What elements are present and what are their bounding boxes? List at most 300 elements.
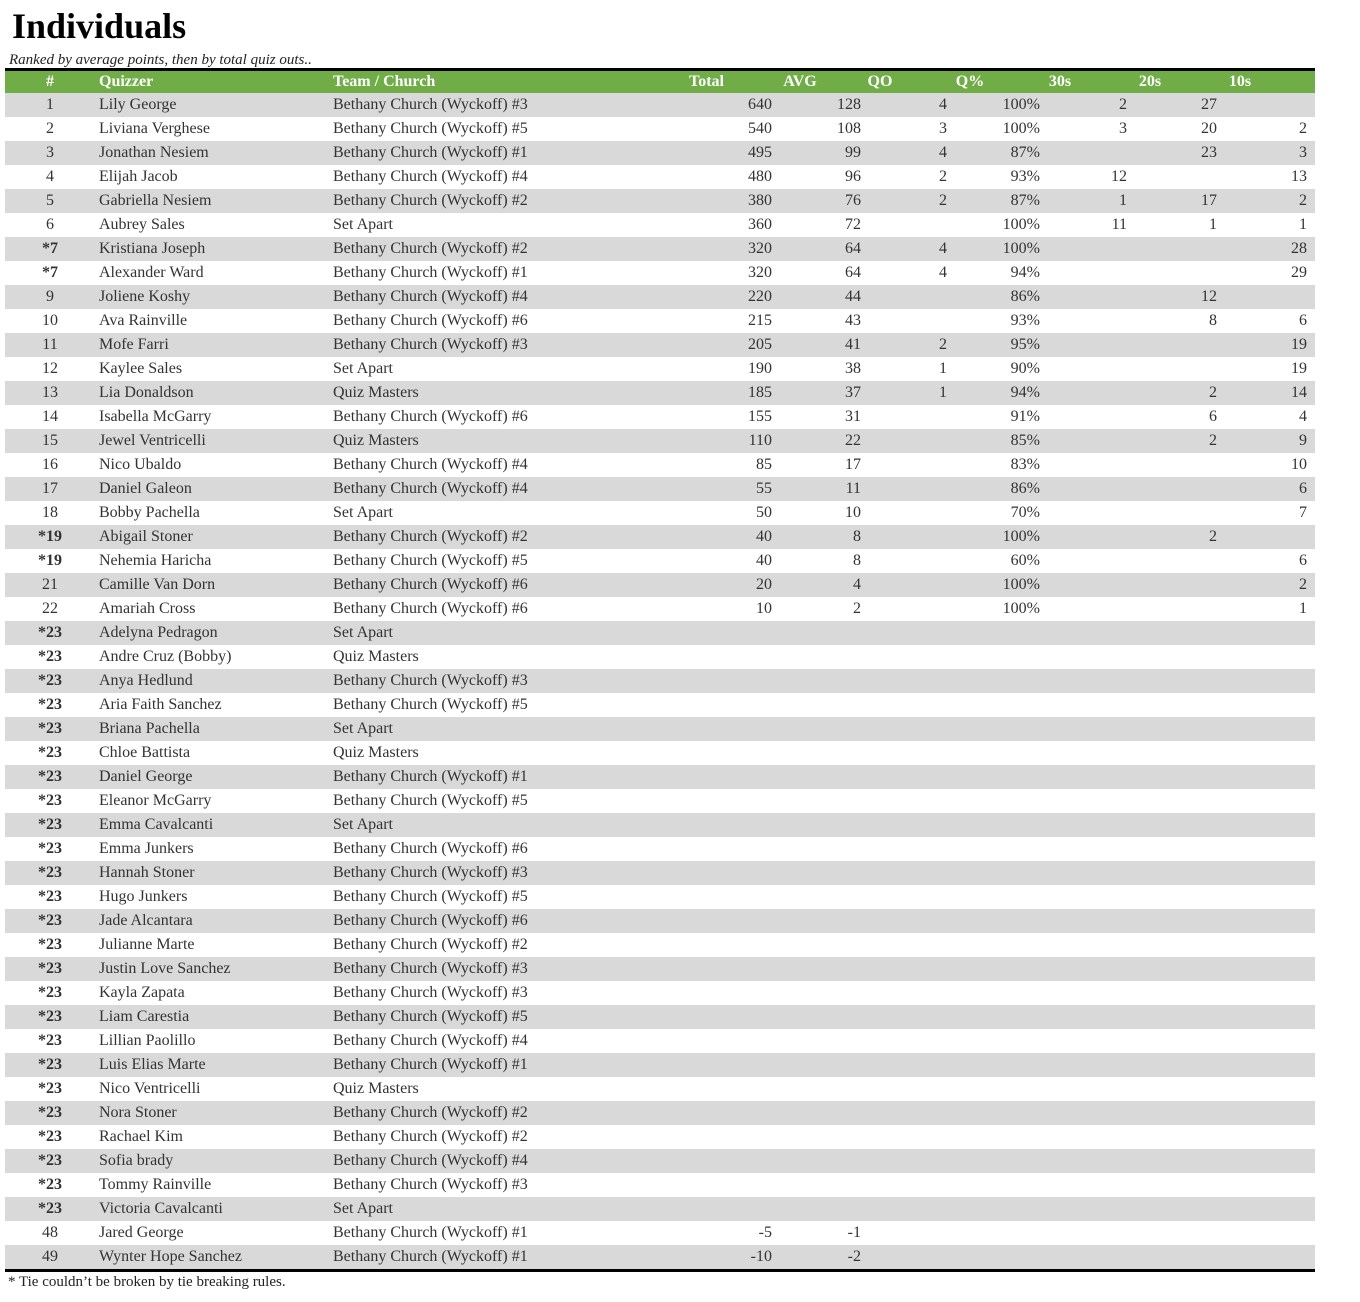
quizzer-name: Justin Love Sanchez	[99, 960, 231, 977]
rank-cell: *23	[38, 624, 62, 641]
header-30s: 30s	[1048, 73, 1072, 90]
quizzer-name: Ava Rainville	[99, 312, 188, 329]
header-qo: QO	[867, 73, 893, 90]
team-name: Quiz Masters	[333, 648, 419, 665]
total-cell: 360	[748, 216, 772, 233]
qo-cell: 3	[939, 120, 947, 137]
rank-cell: *23	[38, 696, 62, 713]
header-total: Total	[689, 73, 724, 90]
quizzer-name: Aubrey Sales	[99, 216, 185, 233]
table-row	[5, 141, 1315, 165]
tens-cell: 6	[1299, 312, 1307, 329]
avg-cell: 108	[837, 120, 861, 137]
team-name: Bethany Church (Wyckoff) #6	[333, 600, 528, 617]
team-name: Bethany Church (Wyckoff) #6	[333, 912, 528, 929]
rank-cell: 21	[42, 576, 58, 593]
avg-cell: 43	[845, 312, 861, 329]
quizzer-name: Emma Junkers	[99, 840, 194, 857]
rank-cell: *23	[38, 1128, 62, 1145]
total-cell: 380	[748, 192, 772, 209]
quizzer-name: Chloe Battista	[99, 744, 191, 761]
table-row	[5, 621, 1315, 645]
rank-cell: 10	[42, 312, 58, 329]
header-quizzer: Quizzer	[99, 73, 154, 90]
qpct-cell: 100%	[1002, 120, 1040, 137]
rank-cell: 16	[42, 456, 58, 473]
team-name: Bethany Church (Wyckoff) #2	[333, 1104, 528, 1121]
total-cell: 215	[748, 312, 772, 329]
table-row	[5, 717, 1315, 741]
rank-cell: 15	[42, 432, 58, 449]
qpct-cell: 90%	[1010, 360, 1040, 377]
tens-cell: 6	[1299, 552, 1307, 569]
qpct-cell: 83%	[1010, 456, 1040, 473]
team-name: Bethany Church (Wyckoff) #6	[333, 576, 528, 593]
table-row	[5, 765, 1315, 789]
qo-cell: 4	[939, 240, 947, 257]
rank-cell: *23	[38, 984, 62, 1001]
table-row	[5, 1125, 1315, 1149]
team-name: Bethany Church (Wyckoff) #2	[333, 528, 528, 545]
table-row	[5, 1221, 1315, 1245]
table-row	[5, 1197, 1315, 1221]
twenties-cell: 6	[1209, 408, 1217, 425]
quizzer-name: Liviana Verghese	[99, 120, 210, 137]
avg-cell: 8	[853, 528, 861, 545]
quizzer-name: Briana Pachella	[99, 720, 200, 737]
team-name: Set Apart	[333, 504, 393, 521]
quizzer-name: Joliene Koshy	[99, 288, 191, 305]
thirties-cell: 1	[1119, 192, 1127, 209]
quizzer-name: Lillian Paolillo	[99, 1032, 196, 1049]
team-name: Bethany Church (Wyckoff) #2	[333, 1128, 528, 1145]
table-row	[5, 837, 1315, 861]
team-name: Bethany Church (Wyckoff) #1	[333, 1224, 528, 1241]
rank-cell: 11	[42, 336, 58, 353]
page-title: Individuals	[12, 6, 187, 46]
avg-cell: 96	[845, 168, 861, 185]
avg-cell: 2	[853, 600, 861, 617]
table-row	[5, 189, 1315, 213]
tens-cell: 7	[1299, 504, 1307, 521]
quizzer-name: Rachael Kim	[99, 1128, 183, 1145]
rank-cell: 14	[42, 408, 58, 425]
total-cell: 10	[756, 600, 772, 617]
rank-cell: 22	[42, 600, 58, 617]
qpct-cell: 91%	[1010, 408, 1040, 425]
header-rank: #	[46, 73, 54, 90]
twenties-cell: 20	[1201, 120, 1217, 137]
team-name: Quiz Masters	[333, 384, 419, 401]
thirties-cell: 3	[1119, 120, 1127, 137]
team-name: Set Apart	[333, 816, 393, 833]
tens-cell: 9	[1299, 432, 1307, 449]
team-name: Bethany Church (Wyckoff) #1	[333, 768, 528, 785]
total-cell: 205	[748, 336, 772, 353]
table-bottom-rule	[5, 1269, 1315, 1272]
qpct-cell: 70%	[1010, 504, 1040, 521]
table-row	[5, 237, 1315, 261]
rank-cell: *23	[38, 1104, 62, 1121]
table-row	[5, 1053, 1315, 1077]
rank-cell: 48	[42, 1224, 58, 1241]
quizzer-name: Eleanor McGarry	[99, 792, 212, 809]
rank-cell: 49	[42, 1248, 58, 1265]
rank-cell: *23	[38, 792, 62, 809]
tens-cell: 2	[1299, 120, 1307, 137]
qpct-cell: 86%	[1010, 480, 1040, 497]
table-row	[5, 573, 1315, 597]
team-name: Bethany Church (Wyckoff) #1	[333, 1248, 528, 1265]
page-subtitle: Ranked by average points, then by total quiz outs..	[9, 52, 312, 68]
rank-cell: *7	[42, 240, 58, 257]
table-row	[5, 645, 1315, 669]
avg-cell: 22	[845, 432, 861, 449]
rank-cell: *19	[38, 528, 62, 545]
rank-cell: *23	[38, 840, 62, 857]
quizzer-name: Amariah Cross	[99, 600, 196, 617]
rank-cell: 9	[46, 288, 54, 305]
table-row	[5, 525, 1315, 549]
quizzer-name: Mofe Farri	[99, 336, 169, 353]
qpct-cell: 100%	[1002, 240, 1040, 257]
twenties-cell: 27	[1201, 96, 1217, 113]
rank-cell: *23	[38, 672, 62, 689]
team-name: Bethany Church (Wyckoff) #1	[333, 1056, 528, 1073]
tens-cell: 2	[1299, 576, 1307, 593]
team-name: Quiz Masters	[333, 1080, 419, 1097]
table-row	[5, 1173, 1315, 1197]
rank-cell: *23	[38, 888, 62, 905]
team-name: Bethany Church (Wyckoff) #1	[333, 144, 528, 161]
quizzer-name: Sofia brady	[99, 1152, 174, 1169]
total-cell: 40	[756, 528, 772, 545]
rank-cell: *23	[38, 1032, 62, 1049]
table-row	[5, 861, 1315, 885]
qpct-cell: 93%	[1010, 312, 1040, 329]
avg-cell: 37	[845, 384, 861, 401]
rank-cell: *23	[38, 912, 62, 929]
rank-cell: 17	[42, 480, 58, 497]
rank-cell: *23	[38, 768, 62, 785]
table-row	[5, 477, 1315, 501]
quizzer-name: Nehemia Haricha	[99, 552, 212, 569]
qpct-cell: 100%	[1002, 600, 1040, 617]
quizzer-name: Camille Van Dorn	[99, 576, 216, 593]
rank-cell: *23	[38, 1152, 62, 1169]
rank-cell: *23	[38, 936, 62, 953]
table-row	[5, 213, 1315, 237]
rank-cell: *23	[38, 960, 62, 977]
team-name: Bethany Church (Wyckoff) #4	[333, 1032, 528, 1049]
qpct-cell: 94%	[1010, 384, 1040, 401]
rank-cell: *23	[38, 1176, 62, 1193]
rank-cell: *23	[38, 1200, 62, 1217]
table-row	[5, 261, 1315, 285]
total-cell: 220	[748, 288, 772, 305]
team-name: Bethany Church (Wyckoff) #2	[333, 240, 528, 257]
tens-cell: 29	[1291, 264, 1307, 281]
rank-cell: *23	[38, 864, 62, 881]
table-row	[5, 789, 1315, 813]
team-name: Set Apart	[333, 624, 393, 641]
qpct-cell: 60%	[1010, 552, 1040, 569]
rank-cell: 5	[46, 192, 54, 209]
thirties-cell: 2	[1119, 96, 1127, 113]
team-name: Bethany Church (Wyckoff) #5	[333, 120, 528, 137]
table-row	[5, 357, 1315, 381]
table-row	[5, 93, 1315, 117]
table-row	[5, 885, 1315, 909]
total-cell: 190	[748, 360, 772, 377]
quizzer-name: Kristiana Joseph	[99, 240, 206, 257]
quizzer-name: Elijah Jacob	[99, 168, 178, 185]
table-header	[5, 71, 1315, 93]
tens-cell: 6	[1299, 480, 1307, 497]
total-cell: 40	[756, 552, 772, 569]
table-row	[5, 669, 1315, 693]
table-row	[5, 549, 1315, 573]
team-name: Bethany Church (Wyckoff) #4	[333, 288, 528, 305]
quizzer-name: Gabriella Nesiem	[99, 192, 212, 209]
team-name: Bethany Church (Wyckoff) #4	[333, 456, 528, 473]
qpct-cell: 94%	[1010, 264, 1040, 281]
qpct-cell: 100%	[1002, 96, 1040, 113]
qpct-cell: 86%	[1010, 288, 1040, 305]
qpct-cell: 100%	[1002, 528, 1040, 545]
quizzer-name: Abigail Stoner	[99, 528, 193, 545]
avg-cell: 8	[853, 552, 861, 569]
team-name: Bethany Church (Wyckoff) #3	[333, 984, 528, 1001]
quizzer-name: Aria Faith Sanchez	[99, 696, 222, 713]
table-body	[5, 93, 1315, 1269]
quizzer-name: Anya Hedlund	[99, 672, 193, 689]
avg-cell: 38	[845, 360, 861, 377]
avg-cell: -2	[847, 1248, 861, 1265]
avg-cell: 128	[837, 96, 861, 113]
qpct-cell: 87%	[1010, 144, 1040, 161]
avg-cell: 11	[845, 480, 861, 497]
table-row	[5, 1149, 1315, 1173]
twenties-cell: 8	[1209, 312, 1217, 329]
qpct-cell: 100%	[1002, 216, 1040, 233]
avg-cell: 64	[845, 240, 861, 257]
quizzer-name: Hugo Junkers	[99, 888, 188, 905]
twenties-cell: 1	[1209, 216, 1217, 233]
avg-cell: 76	[845, 192, 861, 209]
quizzer-name: Victoria Cavalcanti	[99, 1200, 223, 1217]
total-cell: 110	[748, 432, 772, 449]
table-row	[5, 1029, 1315, 1053]
team-name: Bethany Church (Wyckoff) #3	[333, 336, 528, 353]
avg-cell: 72	[845, 216, 861, 233]
team-name: Set Apart	[333, 216, 393, 233]
twenties-cell: 23	[1201, 144, 1217, 161]
total-cell: 55	[756, 480, 772, 497]
team-name: Set Apart	[333, 1200, 393, 1217]
tens-cell: 3	[1299, 144, 1307, 161]
team-name: Quiz Masters	[333, 432, 419, 449]
table-row	[5, 909, 1315, 933]
tens-cell: 14	[1291, 384, 1307, 401]
team-name: Bethany Church (Wyckoff) #3	[333, 864, 528, 881]
avg-cell: 64	[845, 264, 861, 281]
team-name: Bethany Church (Wyckoff) #2	[333, 192, 528, 209]
team-name: Quiz Masters	[333, 744, 419, 761]
avg-cell: 17	[845, 456, 861, 473]
team-name: Bethany Church (Wyckoff) #3	[333, 96, 528, 113]
rank-cell: *19	[38, 552, 62, 569]
total-cell: -10	[750, 1248, 772, 1265]
header-10s: 10s	[1228, 73, 1252, 90]
quizzer-name: Lia Donaldson	[99, 384, 194, 401]
team-name: Bethany Church (Wyckoff) #3	[333, 960, 528, 977]
table-row	[5, 453, 1315, 477]
table-row	[5, 285, 1315, 309]
header-20s: 20s	[1138, 73, 1162, 90]
twenties-cell: 12	[1201, 288, 1217, 305]
team-name: Bethany Church (Wyckoff) #5	[333, 552, 528, 569]
quizzer-name: Wynter Hope Sanchez	[99, 1248, 242, 1265]
table-row	[5, 429, 1315, 453]
table-row	[5, 981, 1315, 1005]
tens-cell: 10	[1291, 456, 1307, 473]
tie-footnote: * Tie couldn’t be broken by tie breaking rules.	[8, 1274, 286, 1290]
team-name: Bethany Church (Wyckoff) #4	[333, 168, 528, 185]
qo-cell: 2	[939, 192, 947, 209]
thirties-cell: 12	[1111, 168, 1127, 185]
table-row	[5, 957, 1315, 981]
team-name: Bethany Church (Wyckoff) #3	[333, 1176, 528, 1193]
team-name: Bethany Church (Wyckoff) #6	[333, 408, 528, 425]
rank-cell: 4	[46, 168, 54, 185]
header-qpct: Q%	[955, 73, 985, 90]
team-name: Bethany Church (Wyckoff) #4	[333, 480, 528, 497]
total-cell: 155	[748, 408, 772, 425]
twenties-cell: 2	[1209, 384, 1217, 401]
quizzer-name: Nico Ventricelli	[99, 1080, 201, 1097]
rank-cell: 2	[46, 120, 54, 137]
avg-cell: 31	[845, 408, 861, 425]
avg-cell: 44	[845, 288, 861, 305]
twenties-cell: 2	[1209, 528, 1217, 545]
table-row	[5, 741, 1315, 765]
rank-cell: *23	[38, 648, 62, 665]
rank-cell: 1	[46, 96, 54, 113]
rank-cell: 13	[42, 384, 58, 401]
quizzer-name: Andre Cruz (Bobby)	[99, 648, 232, 665]
quizzer-name: Nico Ubaldo	[99, 456, 182, 473]
table-row	[5, 165, 1315, 189]
rank-cell: 3	[46, 144, 54, 161]
tens-cell: 28	[1291, 240, 1307, 257]
quizzer-name: Lily George	[99, 96, 177, 113]
team-name: Bethany Church (Wyckoff) #2	[333, 936, 528, 953]
total-cell: 540	[748, 120, 772, 137]
qo-cell: 1	[939, 384, 947, 401]
table-row	[5, 933, 1315, 957]
avg-cell: 41	[845, 336, 861, 353]
rank-cell: *23	[38, 816, 62, 833]
rank-cell: 6	[46, 216, 54, 233]
table-row	[5, 597, 1315, 621]
tens-cell: 19	[1291, 360, 1307, 377]
quizzer-name: Hannah Stoner	[99, 864, 195, 881]
qpct-cell: 93%	[1010, 168, 1040, 185]
quizzer-name: Daniel George	[99, 768, 193, 785]
table-row	[5, 501, 1315, 525]
table-row	[5, 1245, 1315, 1269]
total-cell: 85	[756, 456, 772, 473]
qpct-cell: 87%	[1010, 192, 1040, 209]
table-row	[5, 1101, 1315, 1125]
total-cell: 20	[756, 576, 772, 593]
table-row	[5, 1005, 1315, 1029]
quizzer-name: Tommy Rainville	[99, 1176, 212, 1193]
qo-cell: 2	[939, 168, 947, 185]
qo-cell: 4	[939, 96, 947, 113]
avg-cell: 99	[845, 144, 861, 161]
tens-cell: 19	[1291, 336, 1307, 353]
qo-cell: 1	[939, 360, 947, 377]
quizzer-name: Emma Cavalcanti	[99, 816, 214, 833]
avg-cell: 10	[845, 504, 861, 521]
qo-cell: 2	[939, 336, 947, 353]
tens-cell: 13	[1291, 168, 1307, 185]
table-row	[5, 381, 1315, 405]
quizzer-name: Luis Elias Marte	[99, 1056, 206, 1073]
total-cell: 495	[748, 144, 772, 161]
quizzer-name: Jared George	[99, 1224, 184, 1241]
team-name: Bethany Church (Wyckoff) #4	[333, 1152, 528, 1169]
team-name: Bethany Church (Wyckoff) #5	[333, 1008, 528, 1025]
team-name: Bethany Church (Wyckoff) #3	[333, 672, 528, 689]
header-team: Team / Church	[333, 73, 436, 90]
quizzer-name: Jonathan Nesiem	[99, 144, 209, 161]
quizzer-name: Liam Carestia	[99, 1008, 190, 1025]
rank-cell: *23	[38, 744, 62, 761]
team-name: Set Apart	[333, 360, 393, 377]
total-cell: 320	[748, 264, 772, 281]
quizzer-name: Julianne Marte	[99, 936, 195, 953]
tens-cell: 1	[1299, 600, 1307, 617]
rank-cell: *23	[38, 720, 62, 737]
rank-cell: 18	[42, 504, 58, 521]
qpct-cell: 100%	[1002, 576, 1040, 593]
total-cell: 50	[756, 504, 772, 521]
team-name: Bethany Church (Wyckoff) #1	[333, 264, 528, 281]
qo-cell: 4	[939, 144, 947, 161]
qpct-cell: 85%	[1010, 432, 1040, 449]
table-row	[5, 117, 1315, 141]
rank-cell: *23	[38, 1080, 62, 1097]
quizzer-name: Jewel Ventricelli	[99, 432, 206, 449]
total-cell: 480	[748, 168, 772, 185]
quizzer-name: Adelyna Pedragon	[99, 624, 218, 641]
team-name: Bethany Church (Wyckoff) #5	[333, 792, 528, 809]
quizzer-name: Isabella McGarry	[99, 408, 212, 425]
avg-cell: -1	[847, 1224, 861, 1241]
individuals-table	[5, 68, 1315, 1272]
quizzer-name: Daniel Galeon	[99, 480, 192, 497]
twenties-cell: 17	[1201, 192, 1217, 209]
rank-cell: *23	[38, 1008, 62, 1025]
tens-cell: 4	[1299, 408, 1307, 425]
quizzer-name: Bobby Pachella	[99, 504, 200, 521]
quizzer-name: Alexander Ward	[99, 264, 204, 281]
total-cell: 185	[748, 384, 772, 401]
team-name: Set Apart	[333, 720, 393, 737]
